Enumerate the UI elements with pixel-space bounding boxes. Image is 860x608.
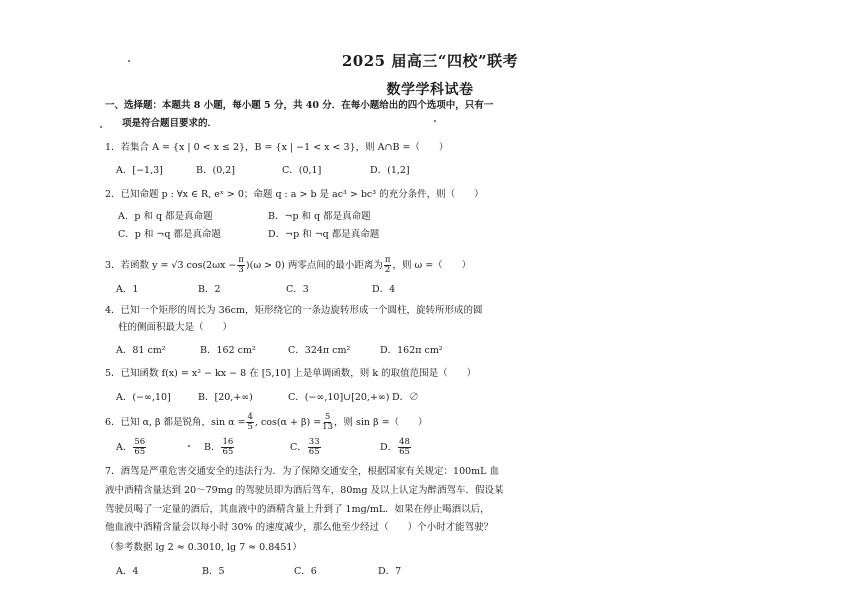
q6-d-den: 65 — [399, 447, 410, 457]
q1-option-b: B．(0,2] — [196, 165, 236, 176]
q6-option-c — [290, 438, 322, 457]
q1-option-d: D．(1,2] — [370, 165, 410, 176]
q4-option-a: A．81 cm² — [116, 345, 166, 356]
q6-option-d — [380, 438, 412, 457]
q3-stem-part1: 3．若函数 y = √3 cos(2ωx − — [105, 259, 237, 271]
q5-option-a: A．(−∞,10] — [116, 392, 171, 403]
q1-stem: 1．若集合 A = {x | 0 < x ≤ 2}，B = {x | −1 < x < 3}，则 A∩B =（ ） — [105, 142, 449, 153]
q6-c-den: 65 — [308, 447, 320, 457]
q3-stem — [105, 256, 471, 275]
q6-c-num: 33 — [308, 437, 320, 447]
q3-frac1-num: π — [238, 255, 244, 265]
q7-option-b: B．5 — [202, 566, 225, 577]
q6-f2-den: 13 — [322, 422, 333, 432]
q3-stem-part2: )(ω > 0) 两零点间的最小距离为 — [245, 259, 383, 271]
q3-option-d: D．4 — [372, 284, 396, 295]
scan-speck — [434, 120, 436, 122]
q6-f1-num: 4 — [247, 412, 253, 422]
q6-option-b — [204, 438, 235, 457]
scan-speck — [188, 445, 190, 447]
q7-stem-line1: 7．酒驾是严重危害交通安全的违法行为．为了保障交通安全，根据国家有关规定：100mL 血 — [105, 466, 500, 477]
q6-stem — [105, 413, 428, 432]
q5-option-d: D．∅ — [392, 392, 419, 403]
exam-title: 2025 届高三“四校”联考 — [341, 52, 519, 70]
q4-stem-line1: 4．已知一个矩形的周长为 36cm，矩形绕它的一条边旋转形成一个圆柱，旋转所形成的圆 — [105, 305, 483, 316]
q6-a-den: 65 — [134, 447, 146, 457]
q6-option-c-label: C． — [290, 441, 307, 453]
q5-option-b: B．[20,+∞) — [198, 392, 253, 403]
q6-b-den: 65 — [222, 447, 234, 457]
q4-option-b: B．162 cm² — [200, 345, 256, 356]
q6-stem-part2: , cos(α + β) = — [254, 416, 322, 428]
q6-option-a-fraction — [133, 438, 146, 457]
q2-option-a: A．p 和 q 都是真命题 — [118, 211, 213, 222]
q5-stem: 5．已知函数 f(x) = x² − kx − 8 在 [5,10] 上是单调函数，则 k 的取值范围是（ ） — [105, 368, 477, 379]
q6-option-d-fraction — [398, 438, 411, 457]
q4-option-d: D．162π cm² — [380, 345, 443, 356]
q6-option-b-label: B． — [204, 441, 221, 453]
q3-frac2-num: π — [384, 255, 391, 265]
q5-option-c: C．(−∞,10]∪[20,+∞) — [288, 392, 390, 403]
q6-stem-part3: ，则 sin β =（ ） — [334, 416, 428, 428]
q1-option-c: C．(0,1] — [282, 165, 322, 176]
q7-stem-line4: 他血液中酒精含量会以每小时 30% 的速度减少，那么他至少经过（ ）个小时才能驾驶？ — [105, 522, 494, 533]
exam-subtitle: 数学学科试卷 — [386, 82, 474, 98]
q1-option-a: A．[−1,3] — [116, 165, 163, 176]
q6-stem-part1: 6．已知 α, β 都是锐角，sin α = — [105, 416, 246, 428]
q6-d-num: 48 — [399, 437, 410, 447]
q2-option-c: C．p 和 ¬q 都是真命题 — [118, 229, 221, 240]
q4-stem-line2: 柱的侧面积最大是（ ） — [118, 322, 233, 333]
q7-option-a: A．4 — [116, 566, 139, 577]
q6-a-num: 56 — [134, 437, 146, 447]
q6-fraction-5-13 — [322, 413, 333, 432]
q3-frac2-den: 2 — [384, 265, 391, 275]
scan-speck — [100, 126, 102, 128]
q7-stem-line3: 驾驶员喝了一定量的酒后，其血液中的酒精含量上升到了 1mg/mL．如果在停止喝酒以后， — [105, 504, 490, 515]
q3-option-a: A．1 — [116, 284, 139, 295]
q2-option-b: B．¬p 和 q 都是真命题 — [268, 211, 371, 222]
q4-option-c: C．324π cm² — [288, 345, 351, 356]
q6-option-b-fraction — [221, 438, 234, 457]
q3-frac1-den: 3 — [238, 265, 244, 275]
q3-option-b: B．2 — [198, 284, 221, 295]
q3-option-c: C．3 — [286, 284, 309, 295]
q6-fraction-4-5 — [246, 413, 253, 432]
section-intro-line1: 一、选择题：本题共 8 小题，每小题 5 分，共 40 分．在每小题给出的四个选项中，只有一 — [105, 100, 494, 111]
q6-option-d-label: D． — [380, 441, 398, 453]
q2-stem: 2．已知命题 p : ∀x ∈ R, eˣ > 0；命题 q : a > b 是 ac³ > bc³ 的充分条件，则（ ） — [105, 189, 484, 200]
q7-reference-data: （参考数据 lg 2 ≈ 0.3010, lg 7 ≈ 0.8451） — [105, 542, 302, 553]
q6-b-num: 16 — [222, 437, 234, 447]
q6-option-a-label: A． — [116, 441, 133, 453]
q2-option-d: D．¬p 和 ¬q 都是真命题 — [268, 229, 380, 240]
q7-stem-line2: 液中酒精含量达到 20～79mg 的驾驶员即为酒后驾车，80mg 及以上认定为醉酒驾车．假设某 — [105, 485, 504, 496]
q6-f1-den: 5 — [247, 422, 253, 432]
q3-fraction-pi-over-2 — [384, 256, 392, 275]
q6-option-a — [116, 438, 147, 457]
q6-f2-num: 5 — [324, 412, 331, 422]
scan-speck — [128, 60, 130, 62]
q3-stem-part3: ，则 ω =（ ） — [392, 259, 472, 271]
q7-option-d: D．7 — [378, 566, 402, 577]
section-intro-line2: 项是符合题目要求的． — [122, 118, 218, 129]
q3-fraction-pi-over-3 — [237, 256, 245, 275]
q7-option-c: C．6 — [294, 566, 317, 577]
q6-option-c-fraction — [308, 438, 321, 457]
